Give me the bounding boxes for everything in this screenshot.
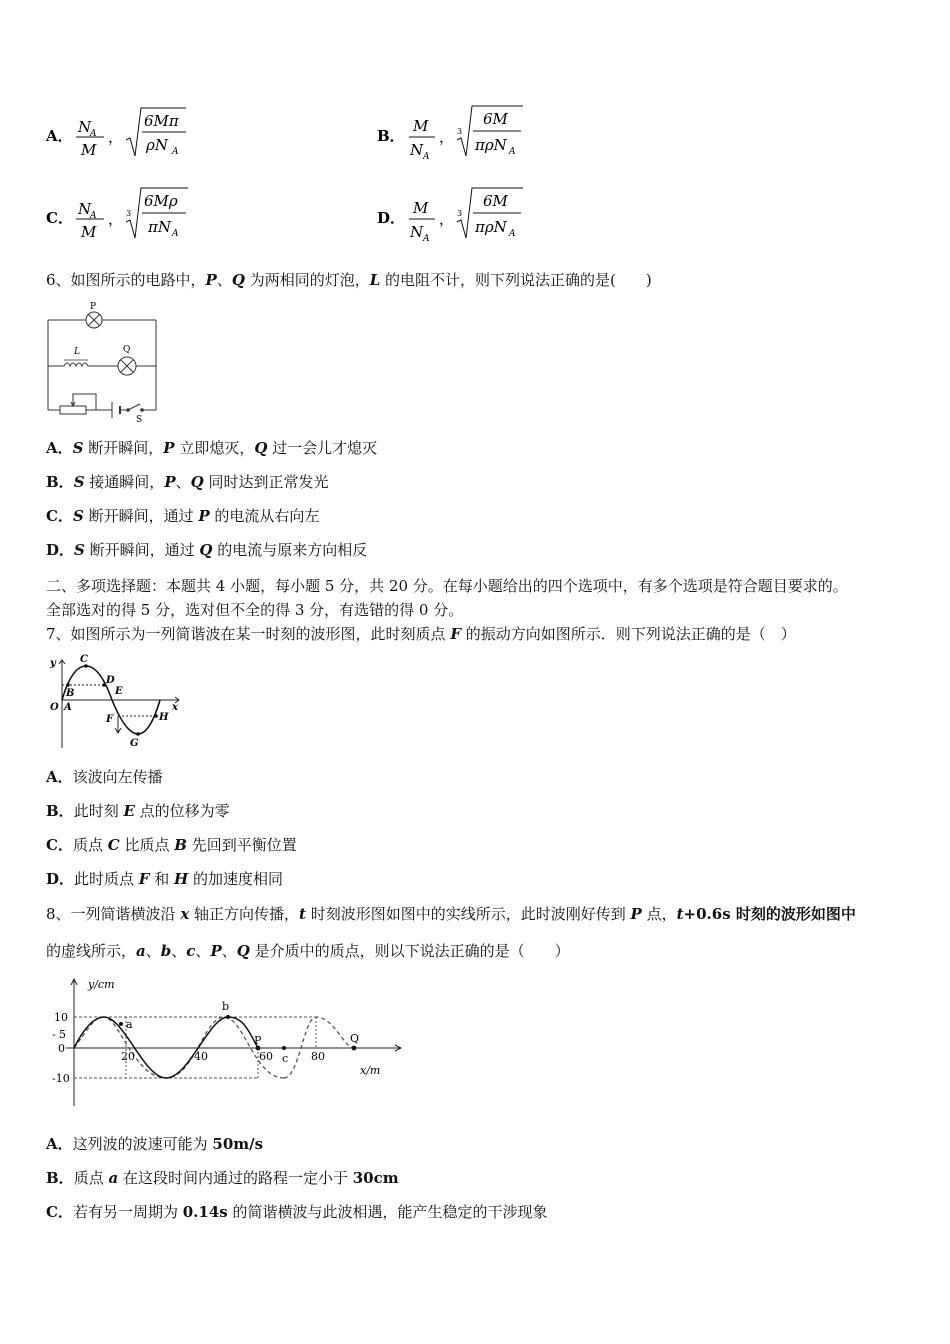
q5-option-a-formula bbox=[46, 104, 246, 164]
option-label: D． bbox=[46, 541, 75, 559]
root-index: 3 bbox=[457, 209, 463, 218]
root-denominator-sub: A bbox=[509, 229, 516, 239]
point-label-b: b bbox=[222, 1000, 230, 1013]
q6-text-1: 6、如图所示的电路中， bbox=[46, 271, 206, 289]
q6-var-l: L bbox=[369, 271, 381, 289]
option-text-segment: 此时质点 bbox=[74, 870, 139, 888]
q5-option-c-formula bbox=[46, 186, 246, 246]
option-text-segment: S bbox=[72, 439, 84, 457]
q6-var-p: P bbox=[205, 271, 217, 289]
root-denominator: πρN bbox=[475, 218, 507, 236]
ytick-5-minus: - bbox=[52, 1028, 56, 1041]
q5-option-c[interactable] bbox=[46, 186, 246, 246]
option-label: A． bbox=[46, 439, 73, 457]
option-text-segment: 的电流与原来方向相反 bbox=[212, 541, 368, 559]
inductor-icon bbox=[64, 360, 88, 366]
option-text-segment: 立即熄灭， bbox=[174, 439, 255, 457]
option-text-segment: C bbox=[107, 836, 120, 854]
option-label: C． bbox=[46, 209, 73, 227]
q8-text: 8、一列简谐横波沿 bbox=[46, 905, 181, 923]
wave-label-g: G bbox=[130, 738, 139, 749]
q8-text: 点， bbox=[641, 905, 677, 923]
root-numerator: 6M bbox=[483, 192, 508, 210]
option-label: A． bbox=[46, 127, 73, 145]
option-text bbox=[74, 473, 329, 491]
option-text-segment: S bbox=[72, 507, 84, 525]
q8-var-a: a bbox=[136, 942, 146, 960]
root-denominator-sub: A bbox=[509, 147, 516, 157]
wave-svg bbox=[44, 652, 194, 752]
q8-sep: 、 bbox=[145, 942, 161, 960]
q8-option-b[interactable] bbox=[46, 1168, 399, 1188]
option-text-segment: P bbox=[198, 507, 210, 525]
option-text-segment: 和 bbox=[149, 870, 174, 888]
option-label: B． bbox=[46, 1169, 74, 1187]
wave-label-e: E bbox=[115, 686, 123, 697]
option-text-segment: 断开瞬间，通过 bbox=[83, 507, 199, 525]
q5-option-d-formula bbox=[377, 186, 577, 246]
option-text-segment: 在这段时间内通过的路程一定小于 bbox=[118, 1169, 353, 1187]
q8-text: 的虚线所示， bbox=[46, 942, 137, 960]
comma: ， bbox=[439, 128, 455, 146]
lamp-q-icon bbox=[118, 357, 136, 375]
q7-option-d[interactable] bbox=[46, 869, 283, 889]
q7-text-2: 的振动方向如图所示．则下列说法正确的是（ ） bbox=[460, 625, 796, 643]
option-text-segment: 同时达到正常发光 bbox=[203, 473, 329, 491]
option-text bbox=[74, 541, 367, 559]
option-label: A． bbox=[46, 1135, 73, 1153]
option-text-segment: B bbox=[174, 836, 187, 854]
ytick-5: 5 bbox=[59, 1028, 66, 1041]
wave-label-f: F bbox=[106, 714, 114, 725]
q7-option-a[interactable] bbox=[46, 767, 163, 787]
q8-graph-svg bbox=[44, 972, 414, 1110]
q8-wave-graph bbox=[44, 972, 414, 1114]
root-index: 3 bbox=[457, 127, 463, 136]
q8-stem-line1 bbox=[46, 904, 856, 924]
root-denominator: πρN bbox=[475, 136, 507, 154]
root-denominator-sub: A bbox=[172, 147, 179, 157]
q8-stem-line2 bbox=[46, 941, 570, 961]
option-label: A． bbox=[46, 768, 73, 786]
xtick-60: 60 bbox=[259, 1050, 273, 1063]
frac-denominator-sub: A bbox=[423, 152, 430, 162]
option-text bbox=[74, 870, 283, 888]
frac-numerator-sub: A bbox=[90, 129, 97, 139]
root-denominator: ρN bbox=[146, 136, 168, 154]
option-text-segment: P bbox=[163, 439, 175, 457]
option-label: B． bbox=[46, 473, 74, 491]
frac-denominator: N bbox=[410, 223, 424, 241]
q7-text-1: 7、如图所示为一列简谐波在某一时刻的波形图，此时刻质点 bbox=[46, 625, 451, 643]
root-index: 3 bbox=[126, 209, 132, 218]
frac-denominator-sub: A bbox=[423, 234, 430, 244]
wave-label-c: C bbox=[80, 654, 88, 665]
switch-icon bbox=[126, 404, 144, 412]
frac-numerator-sub: A bbox=[90, 211, 97, 221]
section2-heading-line2: 全部选对的得 5 分，选对但不全的得 3 分，有选错的得 0 分。 bbox=[46, 601, 464, 619]
root-numerator: 6Mρ bbox=[144, 192, 178, 210]
option-text-segment: 的加速度相同 bbox=[188, 870, 283, 888]
point-label-p: P bbox=[254, 1034, 262, 1047]
circuit-svg bbox=[44, 298, 164, 425]
q8-var-c: c bbox=[186, 942, 196, 960]
frac-denominator: N bbox=[410, 141, 424, 159]
option-label: B． bbox=[46, 802, 74, 820]
option-text-segment: 质点 bbox=[72, 836, 108, 854]
frac-numerator: N bbox=[78, 118, 92, 136]
comma: ， bbox=[108, 210, 124, 228]
option-text-segment: 0.14s bbox=[182, 1203, 228, 1221]
q8-text: 时刻波形图如图中的实线所示，此时波刚好传到 bbox=[305, 905, 631, 923]
option-label: D． bbox=[46, 870, 75, 888]
circuit-label-l: L bbox=[74, 347, 80, 357]
wave-label-d: D bbox=[106, 675, 115, 686]
wave-label-b: B bbox=[66, 688, 75, 699]
option-text-segment: 该波向左传播 bbox=[72, 768, 163, 786]
graph-xlabel: x/m bbox=[360, 1064, 381, 1077]
option-text bbox=[73, 836, 297, 854]
q8-sep: 、 bbox=[195, 942, 211, 960]
option-text-segment: 断开瞬间， bbox=[83, 439, 164, 457]
option-text-segment: 50m/s bbox=[212, 1135, 264, 1153]
circuit-label-s: S bbox=[136, 415, 143, 425]
frac-numerator: M bbox=[413, 199, 429, 217]
option-text bbox=[73, 439, 378, 457]
option-text-segment: 过一会儿才熄灭 bbox=[267, 439, 378, 457]
q8-text: 轴正方向传播， bbox=[189, 905, 300, 923]
root-numerator: 6M bbox=[483, 110, 508, 128]
q6-option-a[interactable] bbox=[46, 438, 377, 458]
q6-text-2: 为两相同的灯泡， bbox=[244, 271, 370, 289]
q8-option-c[interactable] bbox=[46, 1202, 548, 1222]
q7-option-b[interactable] bbox=[46, 801, 230, 821]
q5-option-b-formula bbox=[377, 104, 577, 164]
option-label: D． bbox=[377, 209, 406, 227]
q7-option-c[interactable] bbox=[46, 835, 297, 855]
ytick-neg10: -10 bbox=[52, 1072, 70, 1085]
option-text-segment: a bbox=[108, 1169, 119, 1187]
q8-var-b: b bbox=[160, 942, 172, 960]
q8-var-t: t bbox=[676, 905, 684, 923]
frac-numerator: N bbox=[78, 200, 92, 218]
q6-text-3: 的电阻不计，则下列说法正确的是( ) bbox=[380, 271, 652, 289]
circuit-label-q: Q bbox=[123, 345, 131, 355]
option-text-segment: 30cm bbox=[352, 1169, 399, 1187]
q6-option-c[interactable] bbox=[46, 506, 319, 526]
q7-var-f: F bbox=[450, 625, 461, 643]
q6-option-b[interactable] bbox=[46, 472, 328, 492]
lamp-p-icon bbox=[86, 312, 102, 328]
q5-option-d[interactable] bbox=[377, 186, 577, 246]
ytick-10: 10 bbox=[54, 1011, 68, 1024]
q6-stem bbox=[46, 270, 652, 290]
ytick-0: 0 bbox=[58, 1042, 65, 1055]
q6-var-q: Q bbox=[231, 271, 245, 289]
option-text-segment: 若有另一周期为 bbox=[72, 1203, 183, 1221]
q6-option-d[interactable] bbox=[46, 540, 367, 560]
option-text-segment: 的简谐横波与此波相遇，能产生稳定的干涉现象 bbox=[227, 1203, 548, 1221]
option-text bbox=[73, 507, 319, 525]
q8-var-p: P bbox=[210, 942, 222, 960]
option-text-segment: 此时刻 bbox=[73, 802, 124, 820]
option-text-segment: Q bbox=[190, 473, 204, 491]
root-denominator: πN bbox=[148, 218, 171, 236]
option-text-segment: 点的位移为零 bbox=[134, 802, 230, 820]
point-label-q: Q bbox=[350, 1032, 360, 1045]
q8-var-t: t bbox=[299, 905, 306, 923]
option-text-segment: 断开瞬间，通过 bbox=[84, 541, 200, 559]
option-label: B． bbox=[377, 127, 405, 145]
root-denominator-sub: A bbox=[172, 229, 179, 239]
section2-heading-line1: 二、多项选择题：本题共 4 小题，每小题 5 分，共 20 分。在每小题给出的四个选项中，有多个选项是符合题目要求的。 bbox=[46, 577, 848, 595]
option-text-segment: P bbox=[164, 473, 176, 491]
point-label-a: a bbox=[126, 1018, 133, 1031]
q8-sep: 、 bbox=[221, 942, 237, 960]
q5-option-b[interactable] bbox=[377, 104, 577, 164]
option-text bbox=[73, 1135, 263, 1153]
xtick-40: 40 bbox=[194, 1050, 208, 1063]
option-text-segment: F bbox=[138, 870, 150, 888]
option-text-segment: 先回到平衡位置 bbox=[186, 836, 297, 854]
q8-var-p: P bbox=[630, 905, 642, 923]
q8-text: 是介质中的质点，则以下说法正确的是（ ） bbox=[249, 942, 570, 960]
option-text-segment: S bbox=[74, 541, 85, 559]
option-text bbox=[73, 768, 163, 786]
option-text bbox=[74, 1169, 399, 1187]
option-text-segment: Q bbox=[254, 439, 268, 457]
q5-option-a[interactable] bbox=[46, 104, 246, 164]
q7-wave-diagram bbox=[44, 652, 194, 756]
frac-numerator: M bbox=[413, 117, 429, 135]
option-text-segment: Q bbox=[199, 541, 213, 559]
battery-icon bbox=[112, 402, 120, 418]
option-text-segment: 比质点 bbox=[119, 836, 175, 854]
q7-stem bbox=[46, 624, 796, 644]
frac-denominator: M bbox=[81, 223, 97, 241]
option-text-segment: S bbox=[73, 473, 85, 491]
option-label: C． bbox=[46, 836, 73, 854]
q8-option-a[interactable] bbox=[46, 1134, 263, 1154]
root-numerator: 6Mπ bbox=[144, 112, 179, 130]
comma: ， bbox=[439, 210, 455, 228]
wave-label-o: O bbox=[50, 702, 59, 713]
point-label-c: c bbox=[282, 1052, 289, 1065]
option-text-segment: H bbox=[174, 870, 189, 888]
q8-var-x: x bbox=[180, 905, 190, 923]
q8-var-q: Q bbox=[236, 942, 250, 960]
wave-label-h: H bbox=[159, 712, 169, 723]
circuit-label-p: P bbox=[90, 302, 97, 312]
option-label: C． bbox=[46, 507, 73, 525]
option-text-segment: 这列波的波速可能为 bbox=[72, 1135, 213, 1153]
wave-label-x: x bbox=[172, 702, 178, 713]
option-text bbox=[74, 802, 230, 820]
wave-label-y: y bbox=[50, 658, 56, 669]
option-text-segment: 接通瞬间， bbox=[84, 473, 165, 491]
option-text bbox=[73, 1203, 548, 1221]
comma: ， bbox=[108, 128, 124, 146]
q8-text: +0.6s 时刻的波形如图中 bbox=[683, 905, 856, 923]
q6-circuit-diagram bbox=[44, 298, 164, 425]
option-text-segment: E bbox=[123, 802, 135, 820]
q8-sep: 、 bbox=[171, 942, 187, 960]
rheostat-icon bbox=[60, 394, 96, 414]
frac-denominator: M bbox=[81, 141, 97, 159]
wave-label-a: A bbox=[64, 702, 72, 713]
option-text-segment: 、 bbox=[175, 473, 191, 491]
graph-ylabel: y/cm bbox=[88, 978, 115, 991]
xtick-80: 80 bbox=[311, 1050, 325, 1063]
q6-sep: 、 bbox=[216, 271, 232, 289]
option-text-segment: 的电流从右向左 bbox=[209, 507, 320, 525]
option-text-segment: 质点 bbox=[73, 1169, 109, 1187]
option-label: C． bbox=[46, 1203, 73, 1221]
xtick-20: 20 bbox=[121, 1050, 135, 1063]
